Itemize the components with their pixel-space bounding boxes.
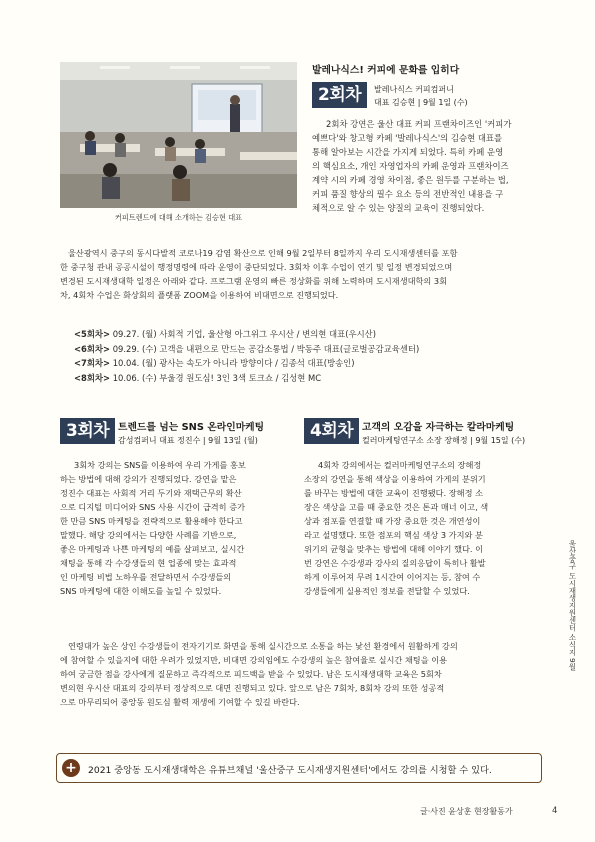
schedule-item — [74, 327, 544, 342]
session4-title: 고객의 오감을 자극하는 칼라마케팅 — [362, 422, 515, 433]
schedule-text: 10.04. (월) 광사는 속도가 아니라 방향이다 / 김종석 대표(방송인) — [110, 358, 355, 369]
text-line: 장은 색상을 고를 때 중요한 것은 톤과 매너 이고, 색 — [304, 502, 489, 512]
text-line: 인 마케팅 비법 노하우를 전달하면서 수강생들의 — [60, 572, 232, 582]
session3-speaker: 감성컴퍼니 대표 정진수 | 9월 13일 (월) — [118, 436, 258, 445]
text-line: 차, 4회차 수업은 화상회의 플랫폼 ZOOM을 이용하여 비대면으로 진행되었다. — [60, 290, 339, 300]
text-line: 하는 방법에 대해 강의가 진행되었다. 강연을 맡은 — [60, 474, 237, 484]
text-line: 를 바꾸는 방법에 대한 교육이 진행됐다. 장해정 소 — [304, 488, 484, 498]
text-line: 하게 이루어져 무려 1시간여 이어지는 등, 참여 수 — [304, 572, 481, 582]
schedule-label: <6회차> — [74, 343, 111, 354]
text-line: 한 만큼 SNS 마케팅을 전략적으로 활용해야 한다고 — [60, 516, 243, 526]
session2-speaker: 대표 김승현 | 9월 1일 (수) — [374, 98, 468, 107]
closing-paragraph — [60, 639, 544, 709]
schedule-item — [74, 342, 544, 357]
text-line: 2회차 강연은 울산 대표 커피 프랜차이즈인 '커피가 — [326, 119, 512, 129]
session4-badge: 4회차 — [304, 418, 359, 444]
text-line: 채팅을 통해 각 수강생들의 현 업종에 맞는 효과적 — [60, 558, 237, 568]
schedule-item — [74, 371, 544, 386]
text-line: 커피 품질 향상의 필수 요소 등의 전반적인 내용을 구 — [312, 189, 504, 199]
text-line: 라고 설명했다. 또한 점포의 핵심 색상 3 가지와 분 — [304, 530, 483, 540]
text-line: 말했다. 해당 강의에서는 다양한 사례를 기반으로, — [60, 530, 237, 540]
session4-speaker: 컬러마케팅연구소 소장 장해정 | 9월 15일 (수) — [362, 436, 526, 445]
schedule-label: <8회차> — [74, 372, 111, 383]
side-vertical-text: 울산중구 도시재생지원센터 소식지 9월 — [568, 540, 577, 671]
photo-caption: 커피트렌드에 대해 소개하는 김승현 대표 — [114, 213, 243, 222]
schedule-label: <7회차> — [74, 358, 111, 369]
text-line: 통해 알아보는 시간을 가지게 되었다. 특히 카페 운영 — [312, 147, 504, 157]
text-line: 한 중구청 관내 공공시설이 행정명령에 따라 운영이 중단되었다. 3회차 이후 수업이 연기 및 일정 변경되었으며 — [60, 262, 453, 272]
text-line: 하여 궁금한 점을 강사에게 질문하고 즉각적으로 피드백을 받을 수 있었다. 남은 도시재생대학 교육은 5회차 — [60, 669, 442, 679]
text-line: 4회차 강의에서는 컬러마케팅연구소의 장해정 — [318, 460, 482, 470]
plus-icon: + — [62, 759, 80, 777]
text-line: 변의현 우시산 대표의 강의부터 정상적으로 대면 진행되고 있다. 앞으로 남은 7회차, 8회차 강의 또한 성공적 — [60, 683, 445, 693]
text-line: 3회차 강의는 SNS를 이용하여 우리 가게를 홍보 — [74, 460, 246, 470]
text-line: 체적으로 알 수 있는 양질의 교육이 진행되었다. — [312, 203, 485, 213]
notice-text: 2021 중앙동 도시재생대학은 유튜브채널 '울산중구 도시재생지원센터'에서도 강의를 시청할 수 있다. — [88, 765, 492, 776]
page-number: 4 — [552, 806, 558, 816]
text-line: 으로 디지털 미디어와 SNS 사용 시간이 급격히 증가 — [60, 502, 246, 512]
schedule-text: 09.29. (수) 고객을 내편으로 만드는 공감소통법 / 박동주 대표(글로벌공감교육센터) — [110, 343, 420, 354]
session2-company: 발레나식스 커피컴퍼니 — [374, 85, 454, 94]
text-line: 예쁘다'와 창고형 카페 '발레나식스'의 김승현 대표를 — [312, 133, 503, 143]
text-line: 계약 시의 카페 경영 차이점, 좋은 원두를 구분하는 법, — [312, 175, 509, 185]
text-line: 연령대가 높은 상인 수강생들이 전자기기로 화면을 통해 실시간으로 소통을 하는 낯선 환경에서 원활하게 강의 — [68, 641, 458, 651]
text-line: 강생들에게 실용적인 정보를 전달할 수 있었다. — [304, 586, 470, 596]
text-line: 번 강연은 수강생과 강사의 질의응답이 특히나 활발 — [304, 558, 486, 568]
text-line: 울산광역시 중구의 동시다발적 코로나19 감염 확산으로 인해 9월 2일부터 8일까지 우리 도시재생센터를 포함 — [68, 248, 458, 258]
text-line: 소장의 강연을 통해 색상을 이용하여 가게의 분위기 — [304, 474, 486, 484]
schedule-text: 10.06. (수) 부울경 원도심! 3인 3색 토크쇼 / 김성현 MC — [110, 372, 322, 383]
text-line: 변경된 도시재생대학 일정은 아래와 같다. 프로그램 운영의 빠른 정상화를 위해 노력하며 도시재생대학의 3회 — [60, 276, 448, 286]
intro-paragraph — [60, 246, 544, 302]
text-line: 으로 마무리되어 중앙동 원도심 활력 재생에 기여할 수 있길 바란다. — [60, 697, 300, 707]
session2-badge: 2회차 — [312, 82, 367, 108]
text-line: 상과 점포를 연결할 때 가장 중요한 것은 개연성이 — [304, 516, 481, 526]
text-line: 의 핵심요소, 개인 자영업자의 카페 운영과 프랜차이즈 — [312, 161, 509, 171]
schedule-item — [74, 356, 544, 371]
schedule-label: <5회차> — [74, 329, 111, 339]
session3-body — [60, 458, 294, 598]
session2-heading: 발레나식스! 커피에 문화를 입히다 — [312, 65, 460, 76]
text-line: 위기의 균형을 맞추는 방법에 대해 이야기 했다. 이 — [304, 544, 484, 554]
session2-body — [312, 117, 540, 215]
schedule-text: 09.27. (월) 사회적 기업, 울산형 아그위그 우시산 / 변의현 대표(우시산) — [110, 329, 377, 339]
session2-photo — [60, 62, 297, 208]
schedule-list — [74, 327, 544, 385]
text-line: SNS 마케팅에 대한 이해도를 높일 수 있었다. — [60, 586, 222, 596]
session4-body — [304, 458, 542, 598]
session3-title: 트렌드를 넘는 SNS 온라인마케팅 — [118, 422, 265, 433]
text-line: 정진수 대표는 사회적 거리 두기와 재택근무의 확산 — [60, 488, 242, 498]
text-line: 에 참여할 수 있을지에 대한 우려가 있었지만, 비대면 강의임에도 수강생의 높은 참여율로 실시간 채팅을 이용 — [60, 655, 448, 665]
footer-credit: 글·사진 윤상훈 현장활동가 — [420, 807, 513, 816]
session3-badge: 3회차 — [60, 418, 115, 444]
text-line: 좋은 마케팅과 나쁜 마케팅의 예를 살펴보고, 실시간 — [60, 544, 245, 554]
